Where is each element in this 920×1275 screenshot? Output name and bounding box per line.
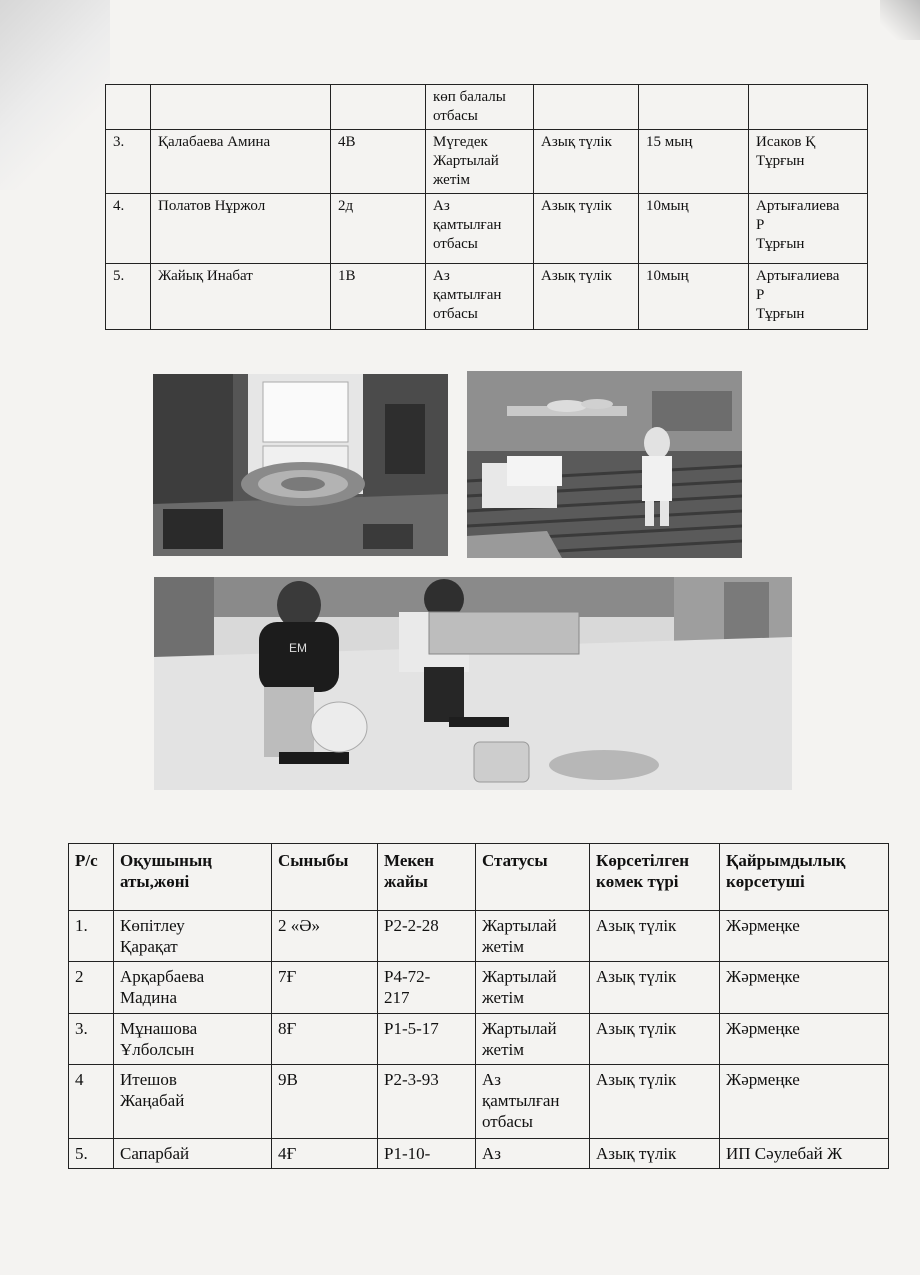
table-cell bbox=[106, 85, 151, 130]
table-cell bbox=[749, 85, 868, 130]
table-cell: Р2-3-93 bbox=[378, 1065, 476, 1139]
table-cell: Артығалиева Р Тұрғын bbox=[749, 194, 868, 264]
table-cell: 1. bbox=[69, 911, 114, 962]
table-cell: Азық түлік bbox=[534, 264, 639, 330]
table-cell: 3. bbox=[69, 1014, 114, 1065]
table-cell: Жартылай жетім bbox=[476, 911, 590, 962]
table-row bbox=[69, 911, 889, 962]
table-cell: 15 мың bbox=[639, 130, 749, 194]
table-cell: Аз қамтылған отбасы bbox=[426, 264, 534, 330]
table-cell: 2д bbox=[331, 194, 426, 264]
table-cell: Жартылай жетім bbox=[476, 1014, 590, 1065]
table-header-cell: Р/с bbox=[69, 844, 114, 911]
table-cell: Арқарбаева Мадина bbox=[114, 962, 272, 1014]
table-cell: Азық түлік bbox=[534, 194, 639, 264]
table-cell: Азық түлік bbox=[590, 1014, 720, 1065]
aid-table-top bbox=[105, 84, 868, 330]
table-cell: 2 bbox=[69, 962, 114, 1014]
table-cell: 3. bbox=[106, 130, 151, 194]
table-header-cell: Мекен жайы bbox=[378, 844, 476, 911]
table-cell: 5. bbox=[106, 264, 151, 330]
table-row bbox=[106, 264, 868, 330]
table-cell: Азық түлік bbox=[590, 1139, 720, 1169]
table-row bbox=[69, 962, 889, 1014]
table-cell: Жәрмеңке bbox=[720, 911, 889, 962]
table-header-cell: Қайрымдылық көрсетуші bbox=[720, 844, 889, 911]
table-cell: Аз қамтылған отбасы bbox=[426, 194, 534, 264]
table-cell: Р4-72- 217 bbox=[378, 962, 476, 1014]
table-cell: Жайық Инабат bbox=[151, 264, 331, 330]
table-cell: Азық түлік bbox=[590, 962, 720, 1014]
table-cell: 10мың bbox=[639, 194, 749, 264]
table-cell bbox=[534, 85, 639, 130]
table-cell: Итешов Жаңабай bbox=[114, 1065, 272, 1139]
table-row bbox=[106, 85, 868, 130]
table-header-row bbox=[69, 844, 889, 911]
table-cell: Артығалиева Р Тұрғын bbox=[749, 264, 868, 330]
table-row bbox=[69, 1139, 889, 1169]
table-cell: Полатов Нұржол bbox=[151, 194, 331, 264]
table-cell: Р1-5-17 bbox=[378, 1014, 476, 1065]
photo-yard-aid-handover bbox=[154, 577, 792, 790]
table-cell: Жартылай жетім bbox=[476, 962, 590, 1014]
table-cell: көп балалы отбасы bbox=[426, 85, 534, 130]
table-cell: Мұнашова Ұлболсын bbox=[114, 1014, 272, 1065]
table-cell: Мүгедек Жартылай жетім bbox=[426, 130, 534, 194]
table-cell: 4Ғ bbox=[272, 1139, 378, 1169]
table-cell: Р1-10- bbox=[378, 1139, 476, 1169]
table-row bbox=[106, 194, 868, 264]
table-cell: Исаков Қ Тұрғын bbox=[749, 130, 868, 194]
table-cell bbox=[331, 85, 426, 130]
table-cell: 2 «Ә» bbox=[272, 911, 378, 962]
table-header-cell: Оқушының аты,жөні bbox=[114, 844, 272, 911]
table-cell: Қалабаева Амина bbox=[151, 130, 331, 194]
table-cell: Жәрмеңке bbox=[720, 1014, 889, 1065]
table-cell: Азық түлік bbox=[590, 911, 720, 962]
table-cell bbox=[639, 85, 749, 130]
table-cell: 4. bbox=[106, 194, 151, 264]
table-cell: Көпітлеу Қарақат bbox=[114, 911, 272, 962]
table-cell: 9В bbox=[272, 1065, 378, 1139]
aid-table-bottom bbox=[68, 843, 889, 1169]
table-cell: 4В bbox=[331, 130, 426, 194]
shirt-logo: EM bbox=[289, 641, 307, 655]
table-cell: 1В bbox=[331, 264, 426, 330]
scan-corner-shadow bbox=[880, 0, 920, 40]
table-row bbox=[69, 1065, 889, 1139]
table-cell: ИП Сәулебай Ж bbox=[720, 1139, 889, 1169]
table-cell: Жәрмеңке bbox=[720, 1065, 889, 1139]
table-cell: Азық түлік bbox=[590, 1065, 720, 1139]
table-cell: Жәрмеңке bbox=[720, 962, 889, 1014]
table-header-cell: Статусы bbox=[476, 844, 590, 911]
table-header-cell: Көрсетілген көмек түрі bbox=[590, 844, 720, 911]
table-cell: Аз қамтылған отбасы bbox=[476, 1065, 590, 1139]
table-cell: 5. bbox=[69, 1139, 114, 1169]
table-cell: 7Ғ bbox=[272, 962, 378, 1014]
scan-fold-shadow bbox=[0, 0, 110, 190]
table-row bbox=[106, 130, 868, 194]
table-cell: Сапарбай bbox=[114, 1139, 272, 1169]
table-cell: 8Ғ bbox=[272, 1014, 378, 1065]
table-cell: Аз bbox=[476, 1139, 590, 1169]
table-cell: Р2-2-28 bbox=[378, 911, 476, 962]
table-cell: Азық түлік bbox=[534, 130, 639, 194]
table-row bbox=[69, 1014, 889, 1065]
table-cell bbox=[151, 85, 331, 130]
table-cell: 4 bbox=[69, 1065, 114, 1139]
table-header-cell: Сыныбы bbox=[272, 844, 378, 911]
table-cell: 10мың bbox=[639, 264, 749, 330]
photo-room-doorway bbox=[153, 374, 448, 556]
photo-kitchen-child bbox=[467, 371, 742, 558]
